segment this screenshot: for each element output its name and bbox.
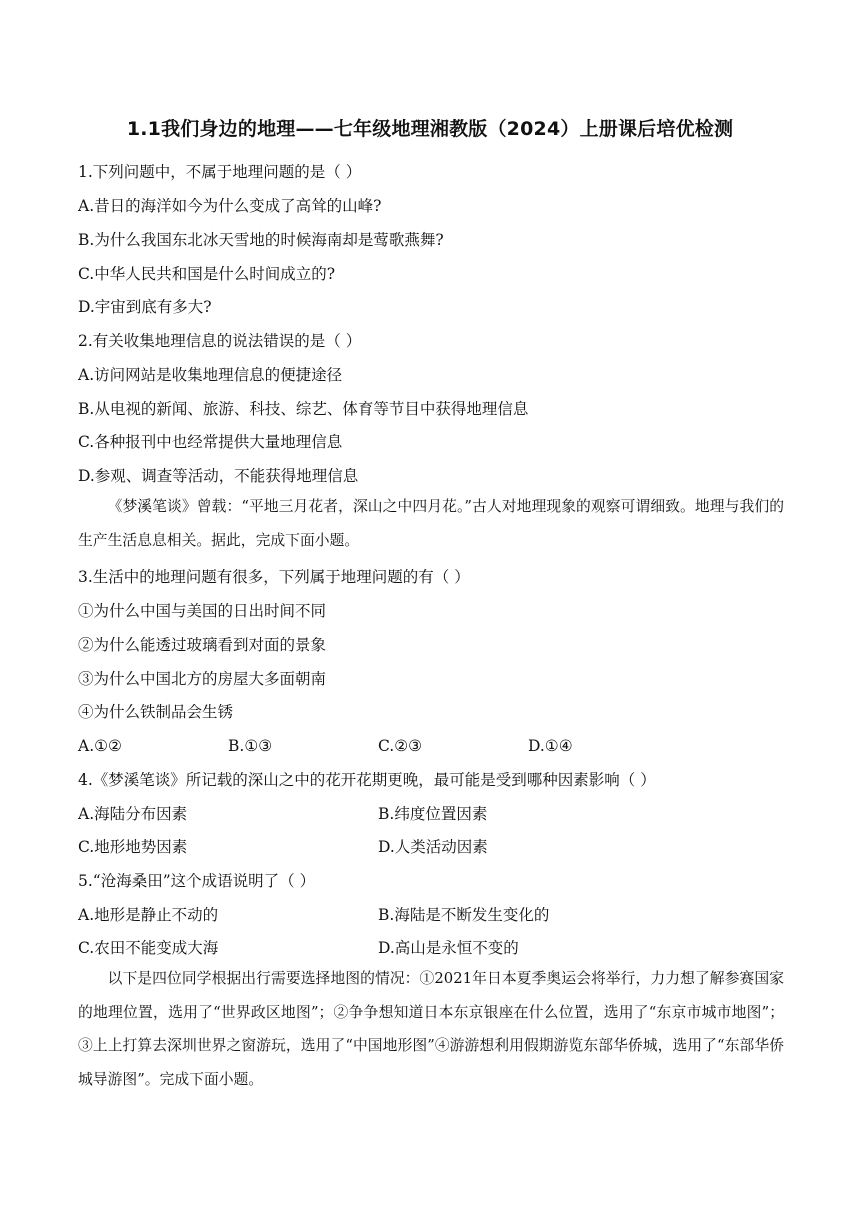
question-3-item-1: ①为什么中国与美国的日出时间不同: [78, 602, 327, 620]
question-3-option-c: C.②③: [378, 737, 423, 755]
question-5-option-b: B.海陆是不断发生变化的: [378, 906, 550, 924]
question-2-option-b: B.从电视的新闻、旅游、科技、综艺、体育等节目中获得地理信息: [78, 400, 529, 418]
question-3-option-b: B.①③: [228, 737, 273, 755]
question-5-option-d: D.高山是永恒不变的: [378, 939, 519, 957]
question-3-item-3: ③为什么中国北方的房屋大多面朝南: [78, 670, 327, 688]
reading-passage-1: 《梦溪笔谈》曾载：“平地三月花者，深山之中四月花。”古人对地理现象的观察可谓细致。地理与我们的生产生活息息相关。据此，完成下面小题。: [78, 498, 784, 549]
question-1-option-c: C.中华人民共和国是什么时间成立的?: [78, 265, 336, 283]
question-1-option-b: B.为什么我国东北冰天雪地的时候海南却是莺歌燕舞?: [78, 231, 444, 249]
question-2-stem: 2.有关收集地理信息的说法错误的是（ ）: [78, 332, 362, 350]
reading-passage-2: 以下是四位同学根据出行需要选择地图的情况：①2021年日本夏季奥运会将举行，力力想了解参赛国家的地理位置，选用了“世界政区地图”；②争争想知道日本东京银座在什么位置，选用了“东京市城市地图”；③上上打算去深圳世界之窗游玩，选用了“中国地形图”④游游想利用假期游览东部华侨城，选用了“东部华侨城导游图”。完成下面小题。: [78, 970, 784, 1088]
question-1-stem: 1.下列问题中，不属于地理问题的是（ ）: [78, 163, 362, 181]
question-3-item-2: ②为什么能透过玻璃看到对面的景象: [78, 636, 327, 654]
question-4-option-c: C.地形地势因素: [78, 838, 188, 856]
question-3-option-d: D.①④: [528, 737, 573, 755]
question-2-option-a: A.访问网站是收集地理信息的便捷途径: [78, 366, 343, 384]
question-5-option-a: A.地形是静止不动的: [78, 906, 219, 924]
question-3-stem: 3.生活中的地理问题有很多，下列属于地理问题的有（ ）: [78, 568, 470, 586]
question-1-option-d: D.宇宙到底有多大?: [78, 298, 212, 316]
question-4-option-a: A.海陆分布因素: [78, 805, 188, 823]
question-2-option-c: C.各种报刊中也经常提供大量地理信息: [78, 433, 343, 451]
question-3-item-4: ④为什么铁制品会生锈: [78, 703, 234, 721]
question-1-option-a: A.昔日的海洋如今为什么变成了高耸的山峰?: [78, 197, 382, 215]
page-title: 1.1我们身边的地理——七年级地理湘教版（2024）上册课后培优检测: [126, 118, 734, 140]
question-5-stem: 5.“沧海桑田”这个成语说明了（ ）: [78, 872, 316, 890]
question-3-option-a: A.①②: [78, 737, 122, 755]
question-5-option-c: C.农田不能变成大海: [78, 939, 219, 957]
question-2-option-d: D.参观、调查等活动，不能获得地理信息: [78, 467, 359, 485]
question-4-stem: 4.《梦溪笔谈》所记载的深山之中的花开花期更晚，最可能是受到哪种因素影响（ ）: [78, 771, 656, 789]
question-4-option-b: B.纬度位置因素: [378, 805, 488, 823]
question-4-option-d: D.人类活动因素: [378, 838, 488, 856]
